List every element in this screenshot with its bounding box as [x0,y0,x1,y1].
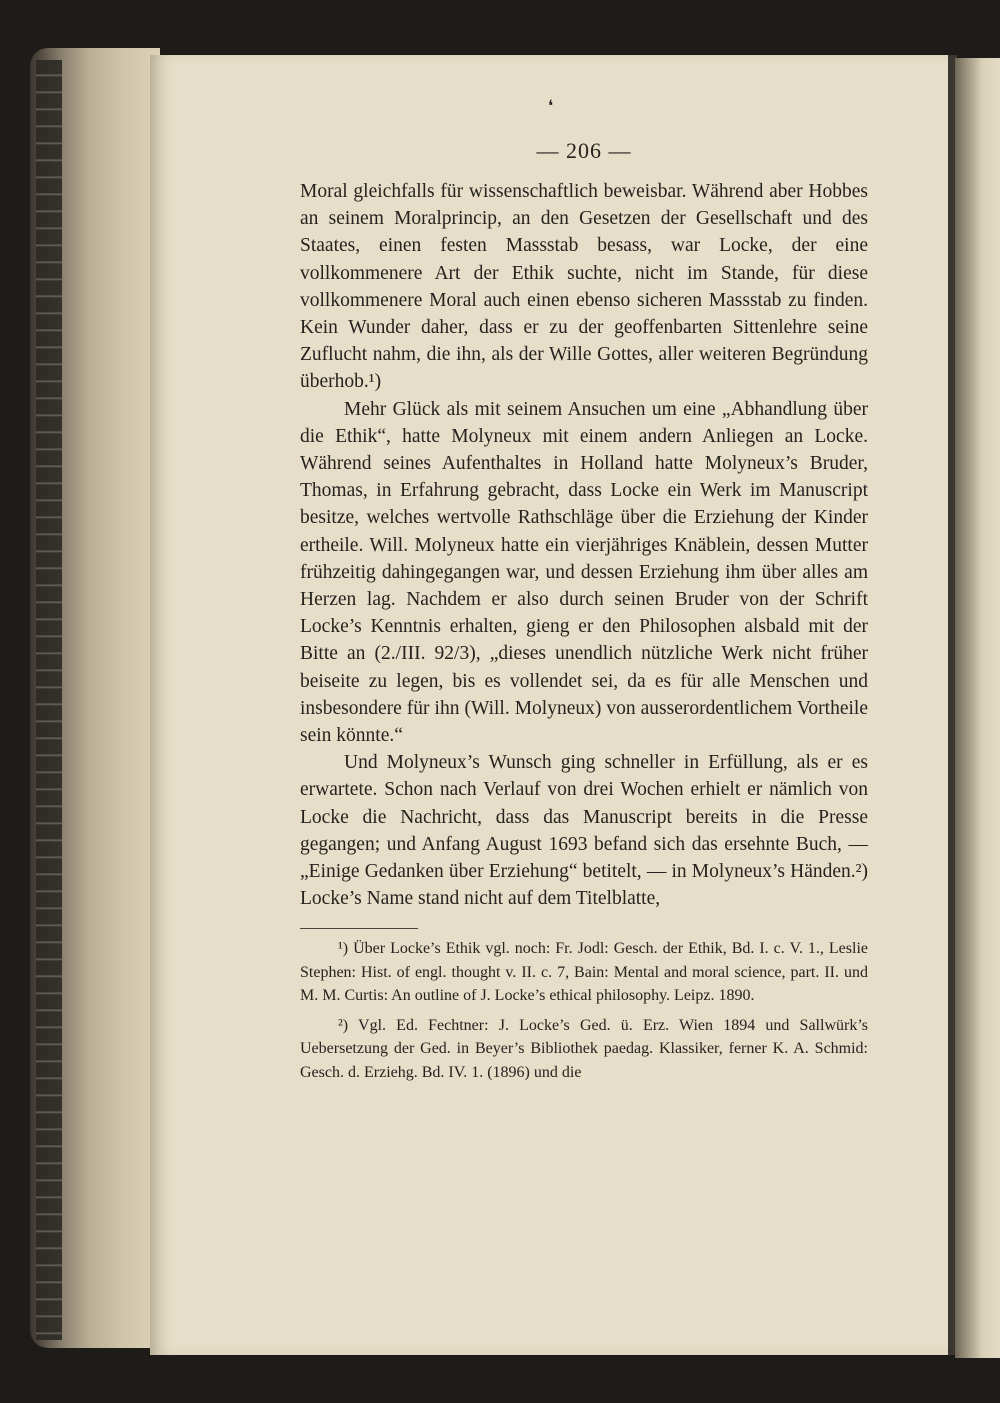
page-number: — 206 — [536,138,632,163]
footnote-divider [300,928,418,929]
body-text [300,178,868,912]
paragraph: Mehr Glück als mit seinem Ansuchen um eine „Abhandlung über die Ethik“, hatte Molyneux mit einem andern Anliegen an Locke. Während seines Aufenthaltes in Holland hatte Molyneux’s Bruder, Thomas, in Erfahrung gebracht, dass Locke ein Werk im Manuscript besitze, welches wertvolle Rathschläge über die Erziehung der Kinder ertheile. Will. Molyneux hatte ein vierjähriges Knäblein, dessen Mutter frühzeitig dahingegangen war, und dessen Erziehung ihm über alles am Herzen lag. Nachdem er also durch seinen Bruder von der Schrift Locke’s Kenntnis erhalten, gieng er den Philosophen alsbald mit der Bitte an (2./III. 92/3), „dieses unendlich nützliche Werk nicht früher beiseite zu legen, bis es vollendet sei, da es für alle Menschen und insbesondere für ihn (Will. Molyneux) von ausserordentlichem Vortheile sein könnte.“ [300,398,868,747]
footnote: ²) Vgl. Ed. Fechtner: J. Locke’s Ged. ü. Erz. Wien 1894 und Sallwürk’s Uebersetzung der Ged. in Beyer’s Bibliothek paedag. Klassiker, ferner K. A. Schmid: Gesch. d. Erziehg. Bd. IV. 1. (1896) und die [300,1016,868,1081]
print-speck: ❛ [548,98,554,115]
book-spine-binding [36,60,62,1340]
paragraph: Und Molyneux’s Wunsch ging schneller in Erfüllung, als er es erwartete. Schon nach Verlauf von drei Wochen erhielt er nämlich von Locke die Nachricht, dass das Manuscript bereits in die Presse gegangen; und Anfang August 1693 befand sich das ersehnte Buch, — „Einige Gedanken über Erziehung“ betitelt, — in Molyneux’s Händen.²) Locke’s Name stand nicht auf dem Titelblatte, [300,752,868,910]
page-content [300,138,868,1090]
footnote: ¹) Über Locke’s Ethik vgl. noch: Fr. Jodl: Gesch. der Ethik, Bd. I. c. V. 1., Leslie Stephen: Hist. of engl. thought v. II. c. 7, Bain: Mental and moral science, part. II. und M. M. Curtis: An outline of J. Locke’s ethical philosophy. Leipz. 1890. [300,940,868,1005]
facing-page-edge [955,58,1000,1358]
paragraph: Moral gleichfalls für wissenschaftlich beweisbar. Während aber Hobbes an seinem Moralprincip, an den Gesetzen der Gesellschaft und des Staates, einen festen Massstab besass, war Locke, der eine vollkommenere Art der Ethik suchte, nicht im Stande, für diese vollkommenere Moral auch einen ebenso sicheren Massstab zu finden. Kein Wunder daher, dass er zu der geoffenbarten Sittenlehre seine Zuflucht nahm, die ihn, als der Wille Gottes, aller weiteren Begründung überhob.¹) [300,181,868,393]
footnotes [300,937,868,1083]
